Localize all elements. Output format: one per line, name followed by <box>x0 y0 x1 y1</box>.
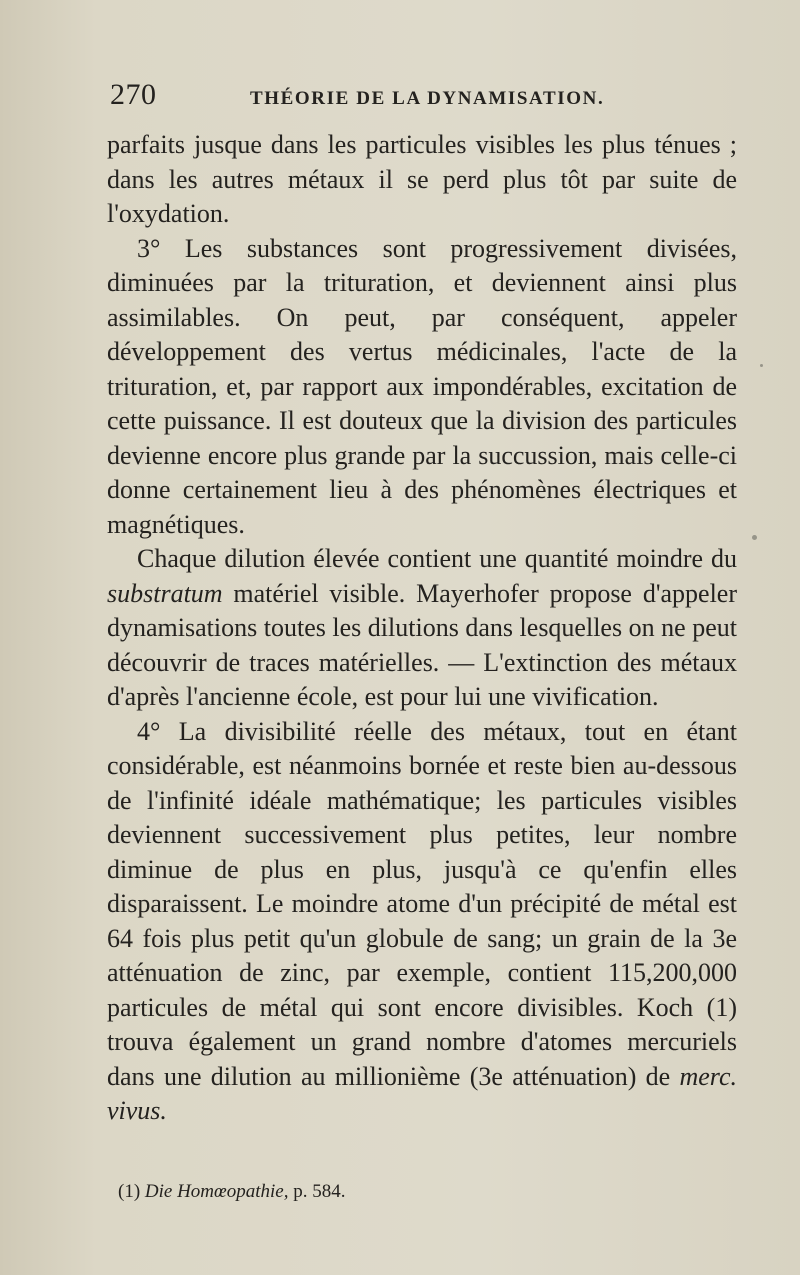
paper-speck <box>752 535 757 540</box>
footnote <box>118 1180 738 1204</box>
running-head: THÉORIE DE LA DYNAMISATION. <box>250 88 605 109</box>
text-run: 4° La divisibilité réelle des métaux, tout en étant considérable, est néanmoins bornée et reste bien au-dessous de l'infinité idéale mathématique; les particules visibles deviennent successivement plus petites, leur nombre diminue de plus en plus, jusqu'à ce qu'enfin elles disparaissent. Le moindre atome d'un précipité de métal est 64 fois plus petit qu'un globule de sang; un grain de la 3e atténuation de zinc, par exemple, contient 115,200,000 particules de métal qui sont encore divisibles. Koch (1) trouva également un grand nombre d'atomes mercuriels dans une dilution au millionième (3e atténuation) de <box>107 716 737 1091</box>
body-text <box>107 128 737 1129</box>
footnote-marker: (1) <box>118 1181 141 1202</box>
paragraph <box>107 128 737 232</box>
text-run: matériel visible. Mayerhofer propose d'appeler dynamisations toutes les dilutions dans lesquelles on ne peut découvrir de traces matérielles. — L'extinction des métaux d'après l'ancienne école, est pour lui une vivification. <box>107 578 737 711</box>
paper-speck <box>760 364 763 367</box>
footnote-title: Die Homœopathie, <box>144 1181 289 1202</box>
text-run: parfaits jusque dans les particules visibles les plus ténues ; dans les autres métaux il se perd plus tôt par suite de l'oxydation. <box>107 130 737 228</box>
footnote-rest: p. 584. <box>288 1181 346 1202</box>
paragraph <box>107 232 737 543</box>
italic-run: merc. vivus. <box>107 1061 737 1125</box>
paragraph <box>107 715 737 1129</box>
page-number: 270 <box>110 78 157 111</box>
page-header <box>110 78 750 118</box>
text-run: 3° Les substances sont progressivement divisées, diminuées par la trituration, et deviennent ainsi plus assimilables. On peut, par conséquent, appeler développement des vertus médicinales, l'acte de la trituration, et, par rapport aux impondérables, excitation de cette puissance. Il est douteux que la division des particules devienne encore plus grande par la succussion, mais celle-ci donne certainement lieu à des phénomènes électriques et magnétiques. <box>107 233 737 539</box>
paragraph <box>107 542 737 715</box>
text-run: Chaque dilution élevée contient une quantité moindre du <box>137 544 737 573</box>
italic-run: substratum <box>107 578 223 608</box>
